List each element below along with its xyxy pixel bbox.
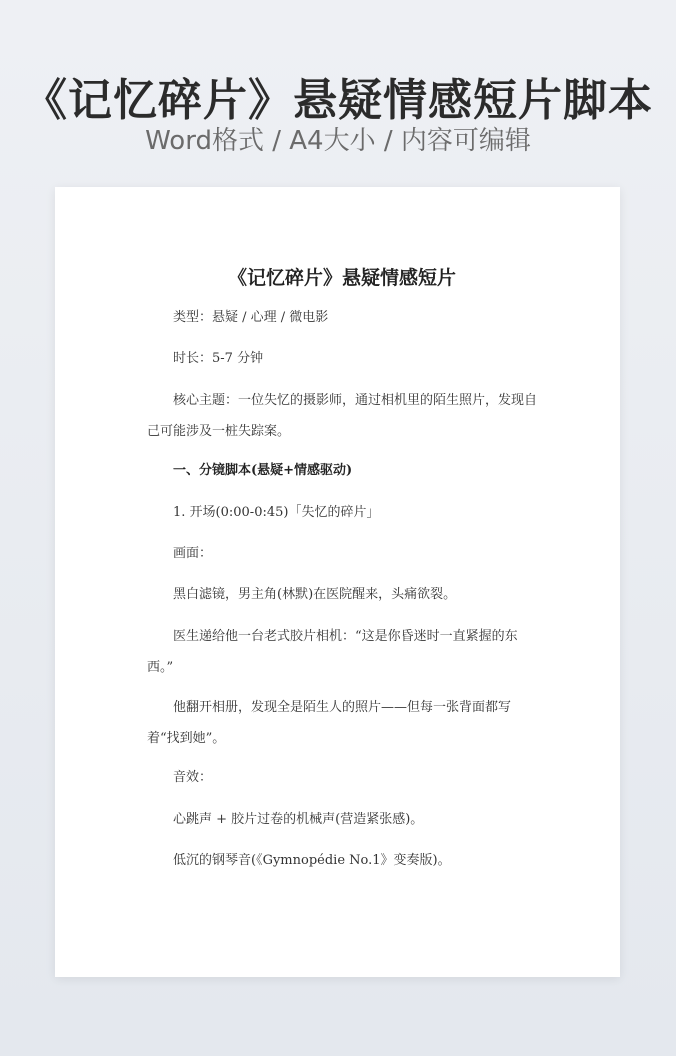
section-heading-storyboard: 一、分镜脚本(悬疑+情感驱动) [173, 463, 353, 478]
paragraph-genre: 类型：悬疑 / 心理 / 微电影 [173, 310, 329, 325]
banner-title: 《记忆碎片》悬疑情感短片脚本 [23, 75, 653, 126]
banner-subtitle: Word格式 / A4大小 / 内容可编辑 [145, 126, 531, 156]
document-page [55, 187, 620, 977]
paragraph-sound-2: 低沉的钢琴音(《Gymnopédie No.1》变奏版)。 [173, 853, 451, 868]
paragraph-sound-label: 音效： [173, 770, 213, 785]
paragraph-duration: 时长：5-7 分钟 [173, 351, 264, 366]
paragraph-theme: 核心主题：一位失忆的摄影师，通过相机里的陌生照片，发现自己可能涉及一桩失踪案。 [147, 393, 538, 439]
document-title: 《记忆碎片》悬疑情感短片 [227, 267, 456, 289]
paragraph-visual-2: 医生递给他一台老式胶片相机：“这是你昏迷时一直紧握的东西。” [147, 629, 518, 675]
paragraph-visual-1: 黑白滤镜，男主角(林默)在医院醒来，头痛欲裂。 [173, 587, 457, 602]
paragraph-opening-scene: 1. 开场(0:00-0:45)「失忆的碎片」 [173, 505, 380, 520]
paragraph-sound-1: 心跳声 + 胶片过卷的机械声(营造紧张感)。 [173, 812, 424, 827]
paragraph-visuals-label: 画面： [173, 546, 213, 561]
paragraph-visual-3: 他翻开相册，发现全是陌生人的照片——但每一张背面都写着“找到她”。 [147, 700, 512, 746]
